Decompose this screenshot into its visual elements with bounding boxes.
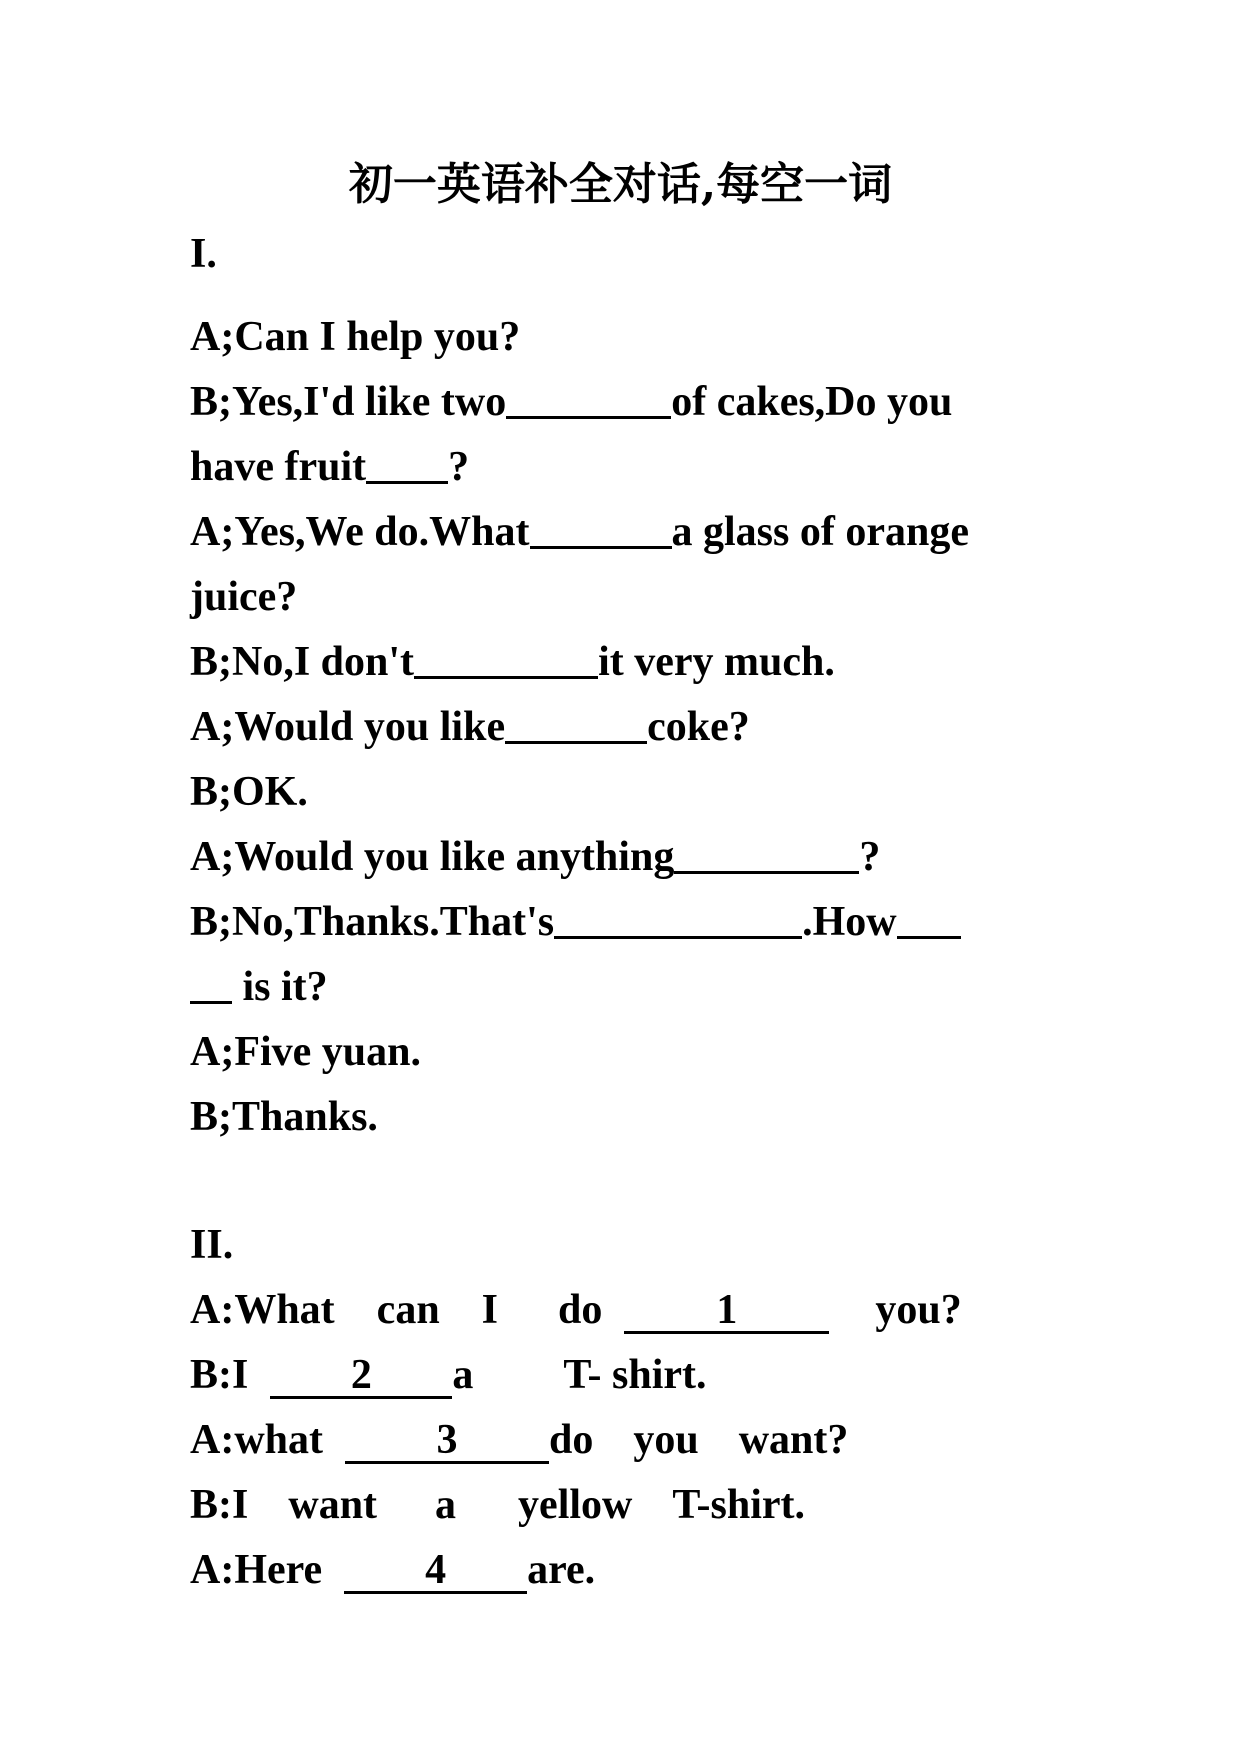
answer-blank-continued[interactable] — [190, 961, 232, 1004]
numbered-blank-1[interactable]: 1 — [624, 1289, 829, 1334]
dialogue-line: A;Can I help you? — [190, 314, 521, 360]
numbered-blank-4[interactable]: 4 — [344, 1549, 527, 1594]
answer-blank[interactable] — [506, 376, 671, 419]
answer-blank[interactable] — [505, 701, 647, 744]
dialogue-line: B;No,I don't it very much. — [190, 630, 1070, 695]
section-2-dialogue — [190, 1278, 1070, 1603]
dialogue-line: A:What can I do 1 you? — [190, 1287, 962, 1333]
section-2-heading: II. — [190, 1222, 234, 1268]
answer-blank[interactable] — [554, 896, 802, 939]
dialogue-line: A:Here 4 are. — [190, 1547, 596, 1593]
answer-blank[interactable] — [674, 831, 859, 874]
answer-blank[interactable] — [366, 441, 448, 484]
dialogue-line: B;OK. — [190, 769, 308, 815]
section-2 — [190, 1213, 1070, 1278]
dialogue-line: is it? — [190, 955, 1070, 1020]
page-title: 初一英语补全对话,每空一词 — [348, 159, 893, 210]
dialogue-line: B:I 2 a T- shirt. — [190, 1352, 707, 1398]
section-1-dialogue — [190, 305, 1070, 1150]
dialogue-line: A;Yes,We do.What a glass of orange — [190, 500, 1070, 565]
answer-blank[interactable] — [414, 636, 598, 679]
dialogue-line: juice? — [190, 574, 298, 620]
dialogue-line: A:what 3 do you want? — [190, 1417, 849, 1463]
dialogue-line: B;Thanks. — [190, 1094, 378, 1140]
dialogue-line: B:I want a yellow T-shirt. — [190, 1482, 806, 1528]
answer-blank[interactable] — [530, 506, 672, 549]
dialogue-line: A;Would you like anything ? — [190, 825, 1070, 890]
numbered-blank-3[interactable]: 3 — [345, 1419, 549, 1464]
dialogue-line: B;No,Thanks.That's .How — [190, 890, 1070, 955]
dialogue-line: have fruit ? — [190, 435, 1070, 500]
dialogue-line: A;Would you like coke? — [190, 695, 1070, 760]
dialogue-line: A;Five yuan. — [190, 1029, 421, 1075]
section-1-heading: I. — [190, 231, 217, 277]
section-1 — [190, 222, 1070, 287]
dialogue-line: B;Yes,I'd like two of cakes,Do you — [190, 370, 1070, 435]
answer-blank[interactable] — [897, 896, 961, 939]
numbered-blank-2[interactable]: 2 — [270, 1354, 452, 1399]
